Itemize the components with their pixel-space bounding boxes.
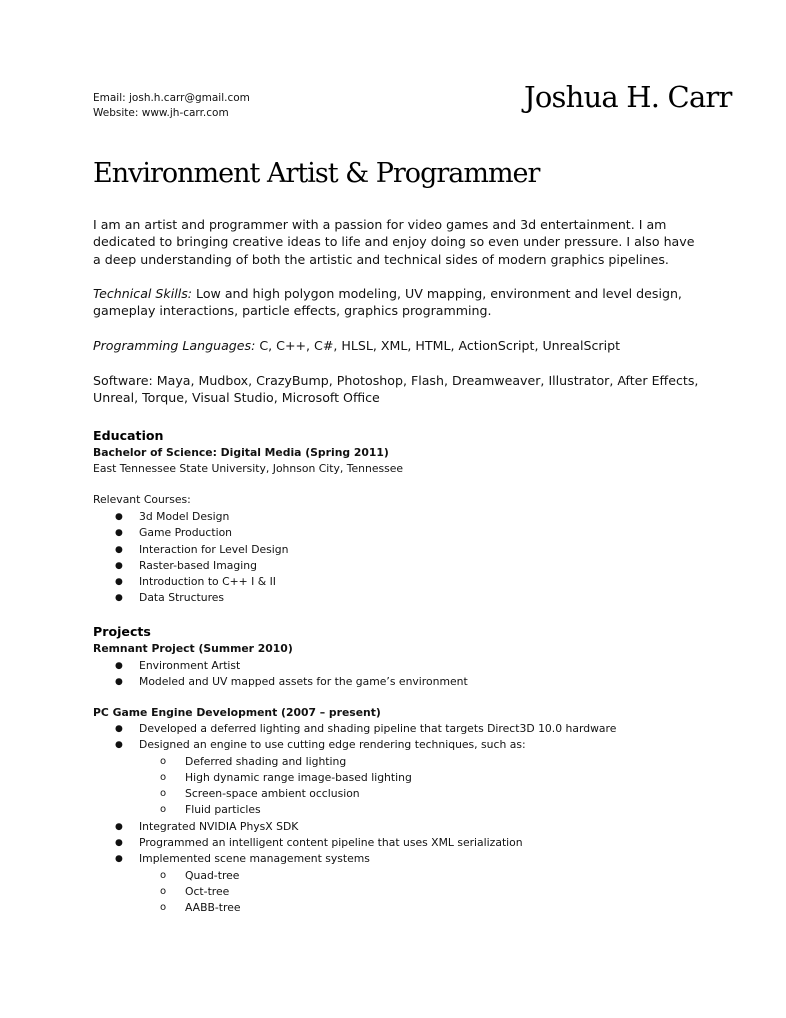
bullet-icon: ● xyxy=(115,577,123,588)
remnant-project-title: Remnant Project (Summer 2010) xyxy=(93,642,293,655)
bullet-icon: ● xyxy=(115,560,123,571)
technical-skills-text: Low and high polygon modeling, UV mapping, environment and level design, gameplay interactions, particle effects, graphics programming. xyxy=(93,286,682,319)
programming-languages xyxy=(93,337,703,354)
sub-list-item: o High dynamic range image-based lighting xyxy=(93,770,616,786)
bullet-icon: ● xyxy=(115,724,123,734)
education-title: Education xyxy=(93,428,164,443)
list-item: ● Programmed an intelligent content pipeline that uses XML serialization xyxy=(93,835,616,851)
bullet-icon: ● xyxy=(115,677,123,688)
sub-list-item: o Oct-tree xyxy=(93,884,616,900)
bullet-icon: ● xyxy=(115,593,123,604)
circle-bullet-icon: o xyxy=(160,755,167,767)
list-item: ● Introduction to C++ I & II xyxy=(93,574,289,590)
circle-bullet-icon: o xyxy=(160,804,167,816)
engine-project-list xyxy=(93,721,616,917)
sub-list-item: o Quad-tree xyxy=(93,868,616,884)
bullet-icon: ● xyxy=(115,512,123,522)
intro-paragraph: I am an artist and programmer with a passion for video games and 3d entertainment. I am dedicated to bringing creative ideas to life and enjoy doing so even under pressure. I also have a deep understanding of both the artistic and technical sides of modern graphics pipelines. xyxy=(93,217,695,267)
list-item: ● Integrated NVIDIA PhysX SDK xyxy=(93,819,616,835)
circle-bullet-icon: o xyxy=(160,902,167,914)
list-item: ● Developed a deferred lighting and shading pipeline that targets Direct3D 10.0 hardware xyxy=(93,721,616,737)
projects-title: Projects xyxy=(93,624,151,639)
applicant-name: Joshua H. Carr xyxy=(524,80,732,114)
engine-project-title: PC Game Engine Development (2007 – present) xyxy=(93,706,381,719)
list-item: ● Interaction for Level Design xyxy=(93,542,289,558)
school-line: East Tennessee State University, Johnson City, Tennessee xyxy=(93,462,404,475)
email-line: Email: josh.h.carr@gmail.com xyxy=(93,92,250,104)
website-line: Website: www.jh-carr.com xyxy=(93,107,229,119)
list-item: ● Game Production xyxy=(93,525,289,541)
bullet-icon: ● xyxy=(115,528,123,539)
degree-line: Bachelor of Science: Digital Media (Spring 2011) xyxy=(93,446,389,459)
technical-skills xyxy=(93,285,703,320)
circle-bullet-icon: o xyxy=(160,869,167,881)
contact-block xyxy=(93,91,250,121)
list-item: ● Raster-based Imaging xyxy=(93,558,289,574)
circle-bullet-icon: o xyxy=(160,885,167,897)
programming-languages-text: C, C++, C#, HLSL, XML, HTML, ActionScript, UnrealScript xyxy=(255,338,621,353)
bullet-icon: ● xyxy=(115,854,123,865)
courses-list xyxy=(93,509,289,607)
list-item: ● Designed an engine to use cutting edge rendering techniques, such as: xyxy=(93,737,616,753)
sub-list-item: o AABB-tree xyxy=(93,900,616,916)
bullet-icon: ● xyxy=(115,838,123,849)
software-paragraph: Software: Maya, Mudbox, CrazyBump, Photoshop, Flash, Dreamweaver, Illustrator, After Effects, Unreal, Torque, Visual Studio, Microsoft Office xyxy=(93,373,699,406)
bullet-icon: ● xyxy=(115,740,123,751)
technical-skills-label: Technical Skills: xyxy=(93,286,193,301)
list-item: ● Data Structures xyxy=(93,590,289,606)
programming-languages-label: Programming Languages: xyxy=(93,338,256,353)
list-item: ● 3d Model Design xyxy=(93,509,289,525)
bullet-icon: ● xyxy=(115,544,123,555)
sub-list-item: o Fluid particles xyxy=(93,802,616,818)
bullet-icon: ● xyxy=(115,661,123,671)
list-item: ● Implemented scene management systems xyxy=(93,851,616,867)
circle-bullet-icon: o xyxy=(160,771,167,783)
headline-title: Environment Artist & Programmer xyxy=(93,158,540,189)
sub-list-item: o Deferred shading and lighting xyxy=(93,754,616,770)
list-item: ● Modeled and UV mapped assets for the game’s environment xyxy=(93,674,468,690)
list-item: ● Environment Artist xyxy=(93,658,468,674)
sub-list-item: o Screen-space ambient occlusion xyxy=(93,786,616,802)
bullet-icon: ● xyxy=(115,821,123,832)
remnant-project-list xyxy=(93,658,468,691)
courses-label: Relevant Courses: xyxy=(93,493,191,506)
circle-bullet-icon: o xyxy=(160,788,167,800)
